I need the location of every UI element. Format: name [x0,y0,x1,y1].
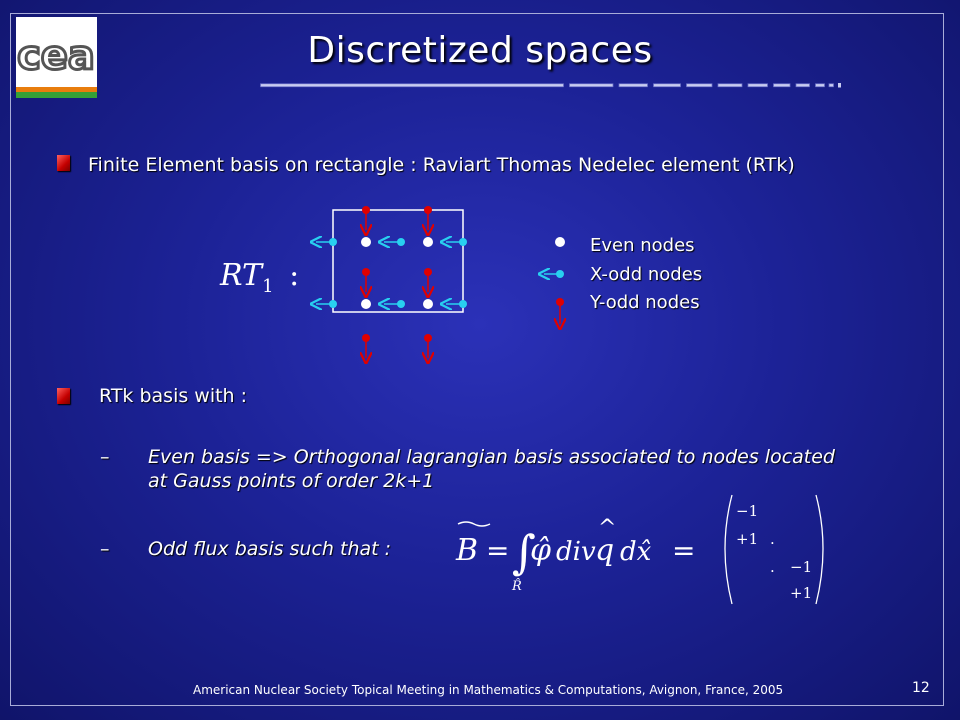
x-odd-nodes [316,238,467,308]
even-node [423,237,433,247]
eq-equals-1: = [486,534,510,567]
even-node [361,299,371,309]
y-odd-nodes [362,206,432,358]
eq-integral: ∫ [512,525,536,579]
matrix-left-bracket [725,495,732,604]
eq-subscript: R̂ [512,579,522,594]
eq-div: div [556,537,596,567]
legend-y-odd-text: Y-odd nodes [590,292,700,313]
sub-bullet-1-dash: – [100,446,110,468]
sub-bullet-2-dash: – [100,538,110,560]
even-node [361,237,371,247]
matrix-cell: . [770,558,775,576]
eq-equals-2: = [672,534,696,567]
rt1-element-diagram [300,200,480,365]
element-rectangle [333,210,463,312]
bullet-1-text: Finite Element basis on rectangle : Raviart Thomas Nedelec element (RTk) [88,154,795,176]
logo-stripe-green [16,92,97,98]
sub-bullet-1-line-1: Even basis => Orthogonal lagrangian basis associated to nodes located [148,446,835,468]
matrix-entries [736,502,812,602]
logo-text: cea [17,33,95,79]
legend-even-icon [555,237,565,247]
eq-dx: dx̂ [620,537,652,567]
legend-symbols [538,232,578,332]
page-number: 12 [912,680,930,696]
rt-main: RT [220,258,263,293]
slide-title: Discretized spaces [307,30,653,71]
sub-bullet-2-text: Odd flux basis such that : [148,538,392,560]
title-decoration [163,83,943,89]
eq-q-hat: ^ [598,516,617,541]
even-node [423,299,433,309]
matrix-cell: . [770,530,775,548]
flux-equation [450,490,840,610]
footer-text: American Nuclear Society Topical Meeting in Mathematics & Computations, Avignon, France, 2005 [193,683,784,697]
rt-colon: : [289,258,300,293]
eq-phi: φ̂ [530,533,552,568]
bullet-square-2 [57,388,70,404]
matrix-cell: +1 [790,584,813,602]
bullet-square-1 [57,155,70,171]
legend-even-text: Even nodes [590,235,695,256]
matrix-cell: +1 [736,530,759,548]
matrix-cell: −1 [790,558,813,576]
tilde-mark [458,522,490,526]
matrix-right-bracket [816,495,823,604]
eq-q: q [595,533,615,568]
legend-x-odd-text: X-odd nodes [590,264,703,285]
rt-sub: 1 [262,276,274,297]
sub-bullet-1-line-2: at Gauss points of order 2k+1 [148,470,435,492]
rt1-label [220,258,299,297]
eq-B: B [456,533,479,568]
bullet-2-text: RTk basis with : [99,385,248,407]
matrix-cell: −1 [736,502,759,520]
